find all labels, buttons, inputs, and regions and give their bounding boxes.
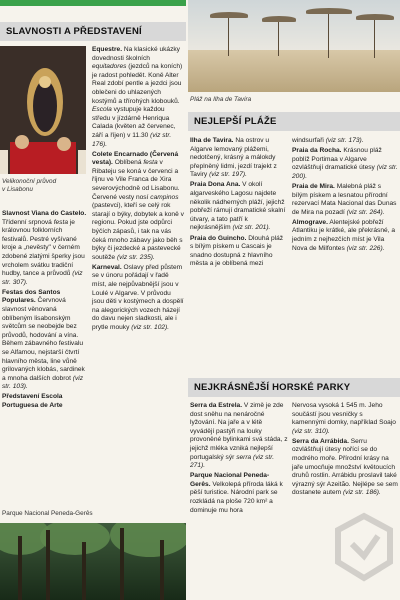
- italic-text: (viz str. 307).: [2, 270, 83, 286]
- forest-photo: [0, 523, 186, 600]
- forest-caption: Parque Nacional Peneda-Gerês: [2, 510, 93, 517]
- paragraph-text: [2, 289, 88, 392]
- body-text: Alentejské pobřeží Atlantiku je krátké, ale překrásné, a jedním z nejhezčích míst je Vila Nova de Milfontes: [292, 218, 395, 252]
- entry-title: Festas dos Santos Populares.: [2, 288, 61, 305]
- italic-text: festa: [53, 218, 68, 226]
- mountains-column-a: [190, 402, 288, 517]
- paragraph-text: [92, 151, 184, 263]
- entry-title: Praia de Mira.: [292, 182, 335, 190]
- beach-photo: [188, 0, 400, 92]
- body-text: Serru ozvláštňují útesy nořící se do modrého moře. Přírodní krásy na jaře umocňuje množství květoucích druhů rostlin. Arrábidu proslavil také výrazný sýr Azeitão. Nejlépe se sem dostanete autem: [292, 437, 398, 497]
- body-text: Červnová slavnost věnovaná oblíbeným lisabonským světcům se neobejde bez průvodů, hodování a vína. Během zábavného festivalu se Alfamou, nejstarší čtvrtí hlavního města, line vůně grilovaných klobás, sardinek a mnoha dalších dobrot: [2, 297, 85, 382]
- body-text: Třídenní srpnová: [2, 218, 54, 226]
- italic-text: (viz str. 226).: [346, 244, 385, 252]
- italic-text: (viz str. 173).: [325, 137, 364, 144]
- body-text: vystupuje každou středu v jízdárně Henriqua Calada (květen až červenec, září a říjen) v 11.30: [92, 106, 176, 139]
- paragraph-text: [2, 393, 88, 410]
- middle-column-text: [92, 46, 184, 334]
- beaches-column-b: [292, 137, 398, 255]
- italic-text: (viz str. 176).: [92, 131, 172, 148]
- italic-text: (viz str. 102).: [131, 324, 170, 331]
- beaches-column-a: [190, 137, 288, 270]
- watermark-logo-icon: [334, 512, 394, 582]
- italic-text: Escola: [92, 106, 112, 114]
- paragraph-text: [190, 235, 288, 269]
- italic-text: (viz str. 200).: [292, 164, 398, 180]
- mountains-column-b: [292, 402, 398, 500]
- body-text: V zimě je zde dost sněhu na nenáročné lyžování. Na jaře a v létě vyvádějí pastýři na louky provoněné bylinkami svá stáda, z jejichž mléka vzniká nejlepší portugalský sýr: [190, 402, 288, 461]
- left-column-text: [2, 210, 88, 412]
- paragraph-text: [292, 438, 398, 498]
- entry-title: Karneval.: [92, 263, 122, 271]
- italic-text: (viz str. 197).: [209, 171, 247, 179]
- paragraph-text: [190, 402, 288, 471]
- paragraph-text: [190, 181, 288, 233]
- paragraph-text: [292, 219, 398, 253]
- paragraph-text: [292, 402, 398, 436]
- italic-text: (viz str. 186).: [342, 489, 381, 497]
- italic-text: equitadores: [92, 63, 127, 71]
- italic-text: (viz str. 235).: [116, 253, 155, 261]
- procession-caption: Velikonoční průvod v Lisabonu: [2, 178, 57, 193]
- body-text: V okolí algarveského Lagosu najdete několik nádherných pláží, jejichž pobřeží rámují dramatické skalní útvary, a tato patří k nejkrásnějším: [190, 181, 286, 232]
- entry-title: Almograve.: [292, 218, 328, 226]
- body-text: Oslavy před půstem se v únoru pořádají v řadě míst, ale nejpůvabnější jsou v Loulé v Algarve. V průvodu jsou děti v kostýmech a dospělí na alegorických vozech házejí do davu nejen sladkosti, ale i prytle mouky: [92, 263, 184, 331]
- paragraph-text: [92, 46, 184, 149]
- entry-title: Serra da Estrela.: [190, 402, 243, 409]
- paragraph-text: [190, 472, 288, 515]
- italic-text: (viz str. 201).: [232, 224, 271, 232]
- body-text: Na klasické ukázky dovednosti školních: [92, 46, 180, 62]
- entry-title: Slavnost Viana do Castelo.: [2, 210, 87, 217]
- entry-title: Parque Nacional Peneda-Gerês.: [190, 472, 270, 488]
- italic-text: serra (viz str. 271).: [190, 453, 275, 470]
- body-text: Krásnou pláž poblíž Portimaa v Algarve ozvláštňují dramatické útesy: [292, 147, 382, 172]
- heading-mountains: NEJKRÁSNĚJŠÍ HORSKÉ PARKY: [188, 378, 400, 397]
- italic-text: festa: [143, 159, 158, 167]
- paragraph-text: [190, 137, 288, 180]
- entry-title: Představení Escola Portuguesa de Arte: [2, 393, 63, 410]
- italic-text: (viz str. 103).: [2, 374, 84, 391]
- heading-beaches: NEJLEPŠÍ PLÁŽE: [188, 112, 400, 131]
- entry-title: Ilha de Tavira.: [190, 137, 234, 144]
- body-text: Na ostrov u Algarve lemovaný plážemi, nedotčený, krásný a málokdy přeplněný lidmi, jezdí trajekt z Taviry: [190, 137, 277, 179]
- paragraph-text: [92, 264, 184, 333]
- body-text: Oblíbená: [112, 159, 144, 167]
- body-text: Malebná pláž s bílým pískem a lesnatou přírodní rezervací Mata Nacional das Dunas de Mira na pozadí: [292, 182, 397, 216]
- paragraph-text: [292, 147, 398, 181]
- entry-title: Serra da Arrábida.: [292, 437, 349, 445]
- green-accent-bar: [0, 0, 186, 6]
- body-text: v Ribateju se koná v červenci a říjnu ve Vile Franca de Xira severovýchodně od Lisabonu. Červené vesty nosí: [92, 159, 180, 201]
- paragraph-text: [292, 183, 398, 217]
- entry-title: Equestre.: [92, 46, 123, 53]
- heading-festivals: SLAVNOSTI A PŘEDSTAVENÍ: [0, 22, 186, 41]
- entry-title: Praia do Guincho.: [190, 234, 247, 242]
- body-text: Nervosa vysoká 1 545 m. Jeho součástí jsou vesničky s kamennými domky, například Soajo: [292, 402, 396, 427]
- body-text: windsurfaři: [292, 137, 326, 144]
- body-text: (jezdců na koních) je radost pohledět. Koně Alter Real zdobí pentle a jezdci jsou oblečeni do uhlazených kostýmů a třírohých klobouků.: [92, 63, 183, 105]
- italic-text: campinos: [150, 193, 179, 201]
- body-text: Dlouhá pláž s bílým pískem u Cascais je snadno dostupná z hlavního města a je oblíbená mezi: [190, 234, 284, 268]
- paragraph-text: [292, 137, 398, 146]
- entry-title: Praia da Rocha.: [292, 147, 342, 155]
- paragraph-text: [2, 210, 88, 287]
- body-text: (pastevci), kteří se celý rok starají o býky, dobytek a koně v regionu. Pokud jste odpůrci býčích zápasů, i tak na vás čeká mnoho zábavy jako běh s býky či jezdecké a pastevecké soutěže: [92, 202, 184, 261]
- body-text: Velkolepá příroda láká k pěší turistice. Národní park se rozkládá na ploše 720 km² a dominuje mu hora: [190, 480, 283, 514]
- beach-caption: Pláž na Ilha de Tavira: [190, 96, 252, 103]
- entry-title: Praia Dona Ana.: [190, 181, 241, 189]
- procession-illustration: [0, 46, 86, 174]
- body-text: je královnou folklorních festivalů. Pestré vyšívané kroje a „nevěsty" v černém zdobené zlatými šperky jsou vrcholem svátku tradiční hudby, tance a průvodů: [2, 218, 85, 278]
- procession-photo: [0, 46, 86, 174]
- entry-title: Colete Encarnado (Červená vesta).: [92, 150, 179, 167]
- italic-text: (viz str. 310).: [292, 427, 330, 435]
- italic-text: (viz str. 264).: [346, 208, 385, 216]
